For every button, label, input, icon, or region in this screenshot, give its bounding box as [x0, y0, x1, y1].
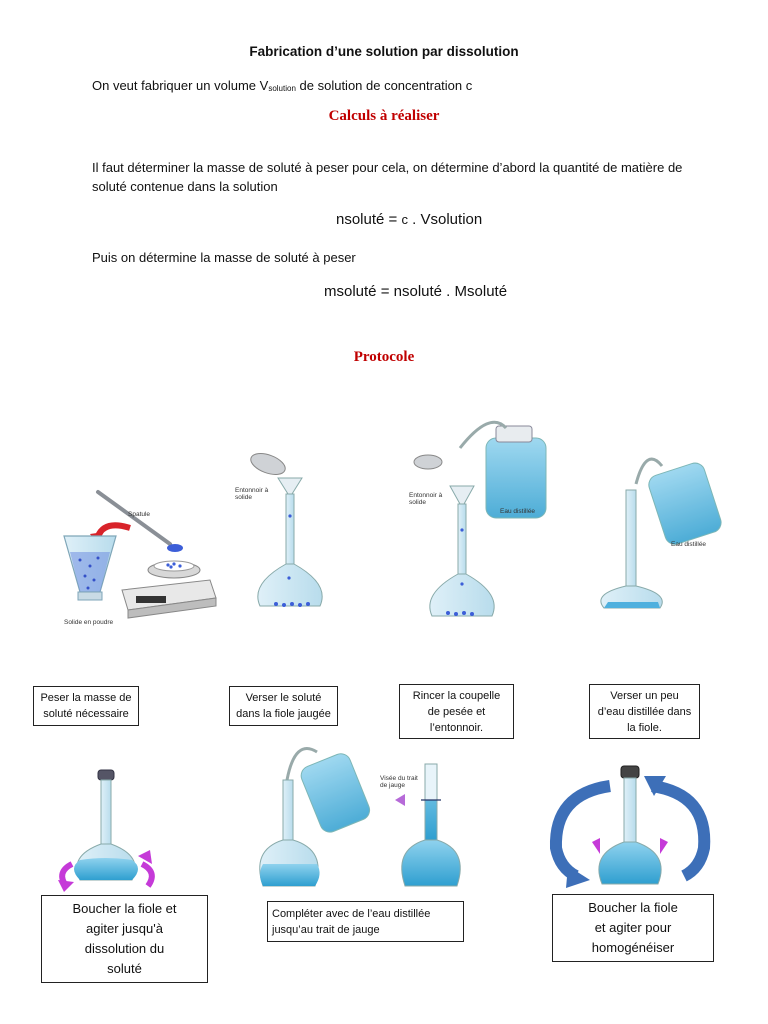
label-spatule: Spatule	[128, 511, 151, 518]
intro-sentence	[92, 78, 472, 93]
step-text-7	[588, 898, 678, 958]
formula1-lhs: nsoluté	[336, 211, 385, 228]
step-text-4	[598, 688, 692, 736]
formula2-rhs: Msoluté	[454, 283, 508, 300]
formula2-dot: .	[442, 283, 455, 300]
heading-calculs: Calculs à réaliser	[328, 108, 440, 124]
step-6-line-2: jusqu’au trait de jauge	[272, 923, 380, 936]
illustration-homogeneiser	[548, 764, 718, 894]
formula1-dot: .	[407, 211, 421, 228]
formula-masse	[324, 283, 507, 300]
step-box-3	[399, 684, 514, 739]
label-eau-distillee-1: Eau distillée	[500, 508, 536, 515]
step-7-line-1: Boucher la fiole	[588, 900, 678, 915]
step-3-line-1: Rincer la coupelle	[412, 689, 501, 702]
step-4-line-1: Verser un peu	[610, 689, 679, 702]
illustration-rincage	[410, 412, 560, 622]
intro-text-after: de solution de concentration c	[295, 78, 473, 93]
illustration-ajout-eau	[596, 440, 736, 615]
formula2-equals: =	[376, 283, 394, 300]
formula1-equals: =	[384, 211, 402, 228]
step-4-line-2: d’eau distillée dans	[597, 705, 692, 718]
step-text-3	[413, 688, 500, 736]
step-4-line-3: la fiole.	[627, 721, 662, 734]
label-entonnoir-solide-2: Entonnoir à solide	[409, 492, 443, 506]
step-text-2	[236, 690, 331, 722]
step-box-5	[41, 895, 208, 983]
label-eau-distillee-2: Eau distillée	[671, 541, 707, 548]
illustration-pesee	[50, 480, 230, 640]
step-7-line-2: et agiter pour	[594, 920, 672, 935]
step-5-line-4: soluté	[107, 961, 142, 976]
step-6-line-1: Compléter avec de l’eau distillée	[272, 907, 431, 920]
intro-text-before: On veut fabriquer un volume V	[92, 78, 269, 93]
step-2-line-1: Verser le soluté	[245, 692, 322, 704]
step-5-line-2: agiter jusqu'à	[86, 921, 163, 936]
illustration-fiole-soluté	[240, 448, 340, 618]
intro-subscript: solution	[268, 84, 296, 93]
heading-protocole: Protocole	[353, 349, 415, 365]
formula1-rhs: Vsolution	[420, 211, 483, 228]
formula2-n: nsoluté	[393, 283, 443, 300]
step-5-line-3: dissolution du	[84, 941, 165, 956]
step-1-line-1: Peser la masse de	[40, 692, 132, 704]
step-7-line-3: homogénéiser	[591, 940, 675, 955]
step-5-line-1: Boucher la fiole et	[72, 901, 177, 916]
step-3-line-3: l’entonnoir.	[429, 721, 484, 734]
formula1-c: c	[401, 212, 408, 227]
label-entonnoir-solide-1: Entonnoir à solide	[235, 487, 269, 501]
label-visee-trait-jauge: Visée du trait de jauge	[380, 775, 418, 789]
step-3-line-2: de pesée et	[427, 705, 486, 718]
paragraph-masse: Puis on détermine la masse de soluté à peser	[92, 250, 356, 265]
step-2-line-2: dans la fiole jaugée	[236, 708, 331, 720]
step-text-1	[40, 690, 131, 722]
paragraph-quantite-matiere: Il faut déterminer la masse de soluté à peser pour cela, on détermine d’abord la quantité de matière de soluté contenue dans la solution	[92, 160, 683, 194]
label-solide-en-poudre: Solide en poudre	[64, 619, 114, 626]
page-title: Fabrication d’une solution par dissolution	[249, 44, 519, 59]
step-box-7	[552, 894, 714, 962]
step-box-4	[589, 684, 700, 739]
step-box-1	[33, 686, 139, 726]
step-box-6	[267, 901, 464, 942]
step-box-2	[229, 686, 338, 726]
illustration-boucher-agiter	[50, 768, 170, 898]
step-text-6	[272, 906, 430, 938]
illustration-trait-de-jauge	[255, 740, 480, 890]
step-1-line-2: soluté nécessaire	[43, 708, 129, 720]
step-text-5	[72, 899, 176, 979]
formula-quantite-matiere	[336, 211, 482, 228]
formula2-lhs: msoluté	[324, 283, 377, 300]
